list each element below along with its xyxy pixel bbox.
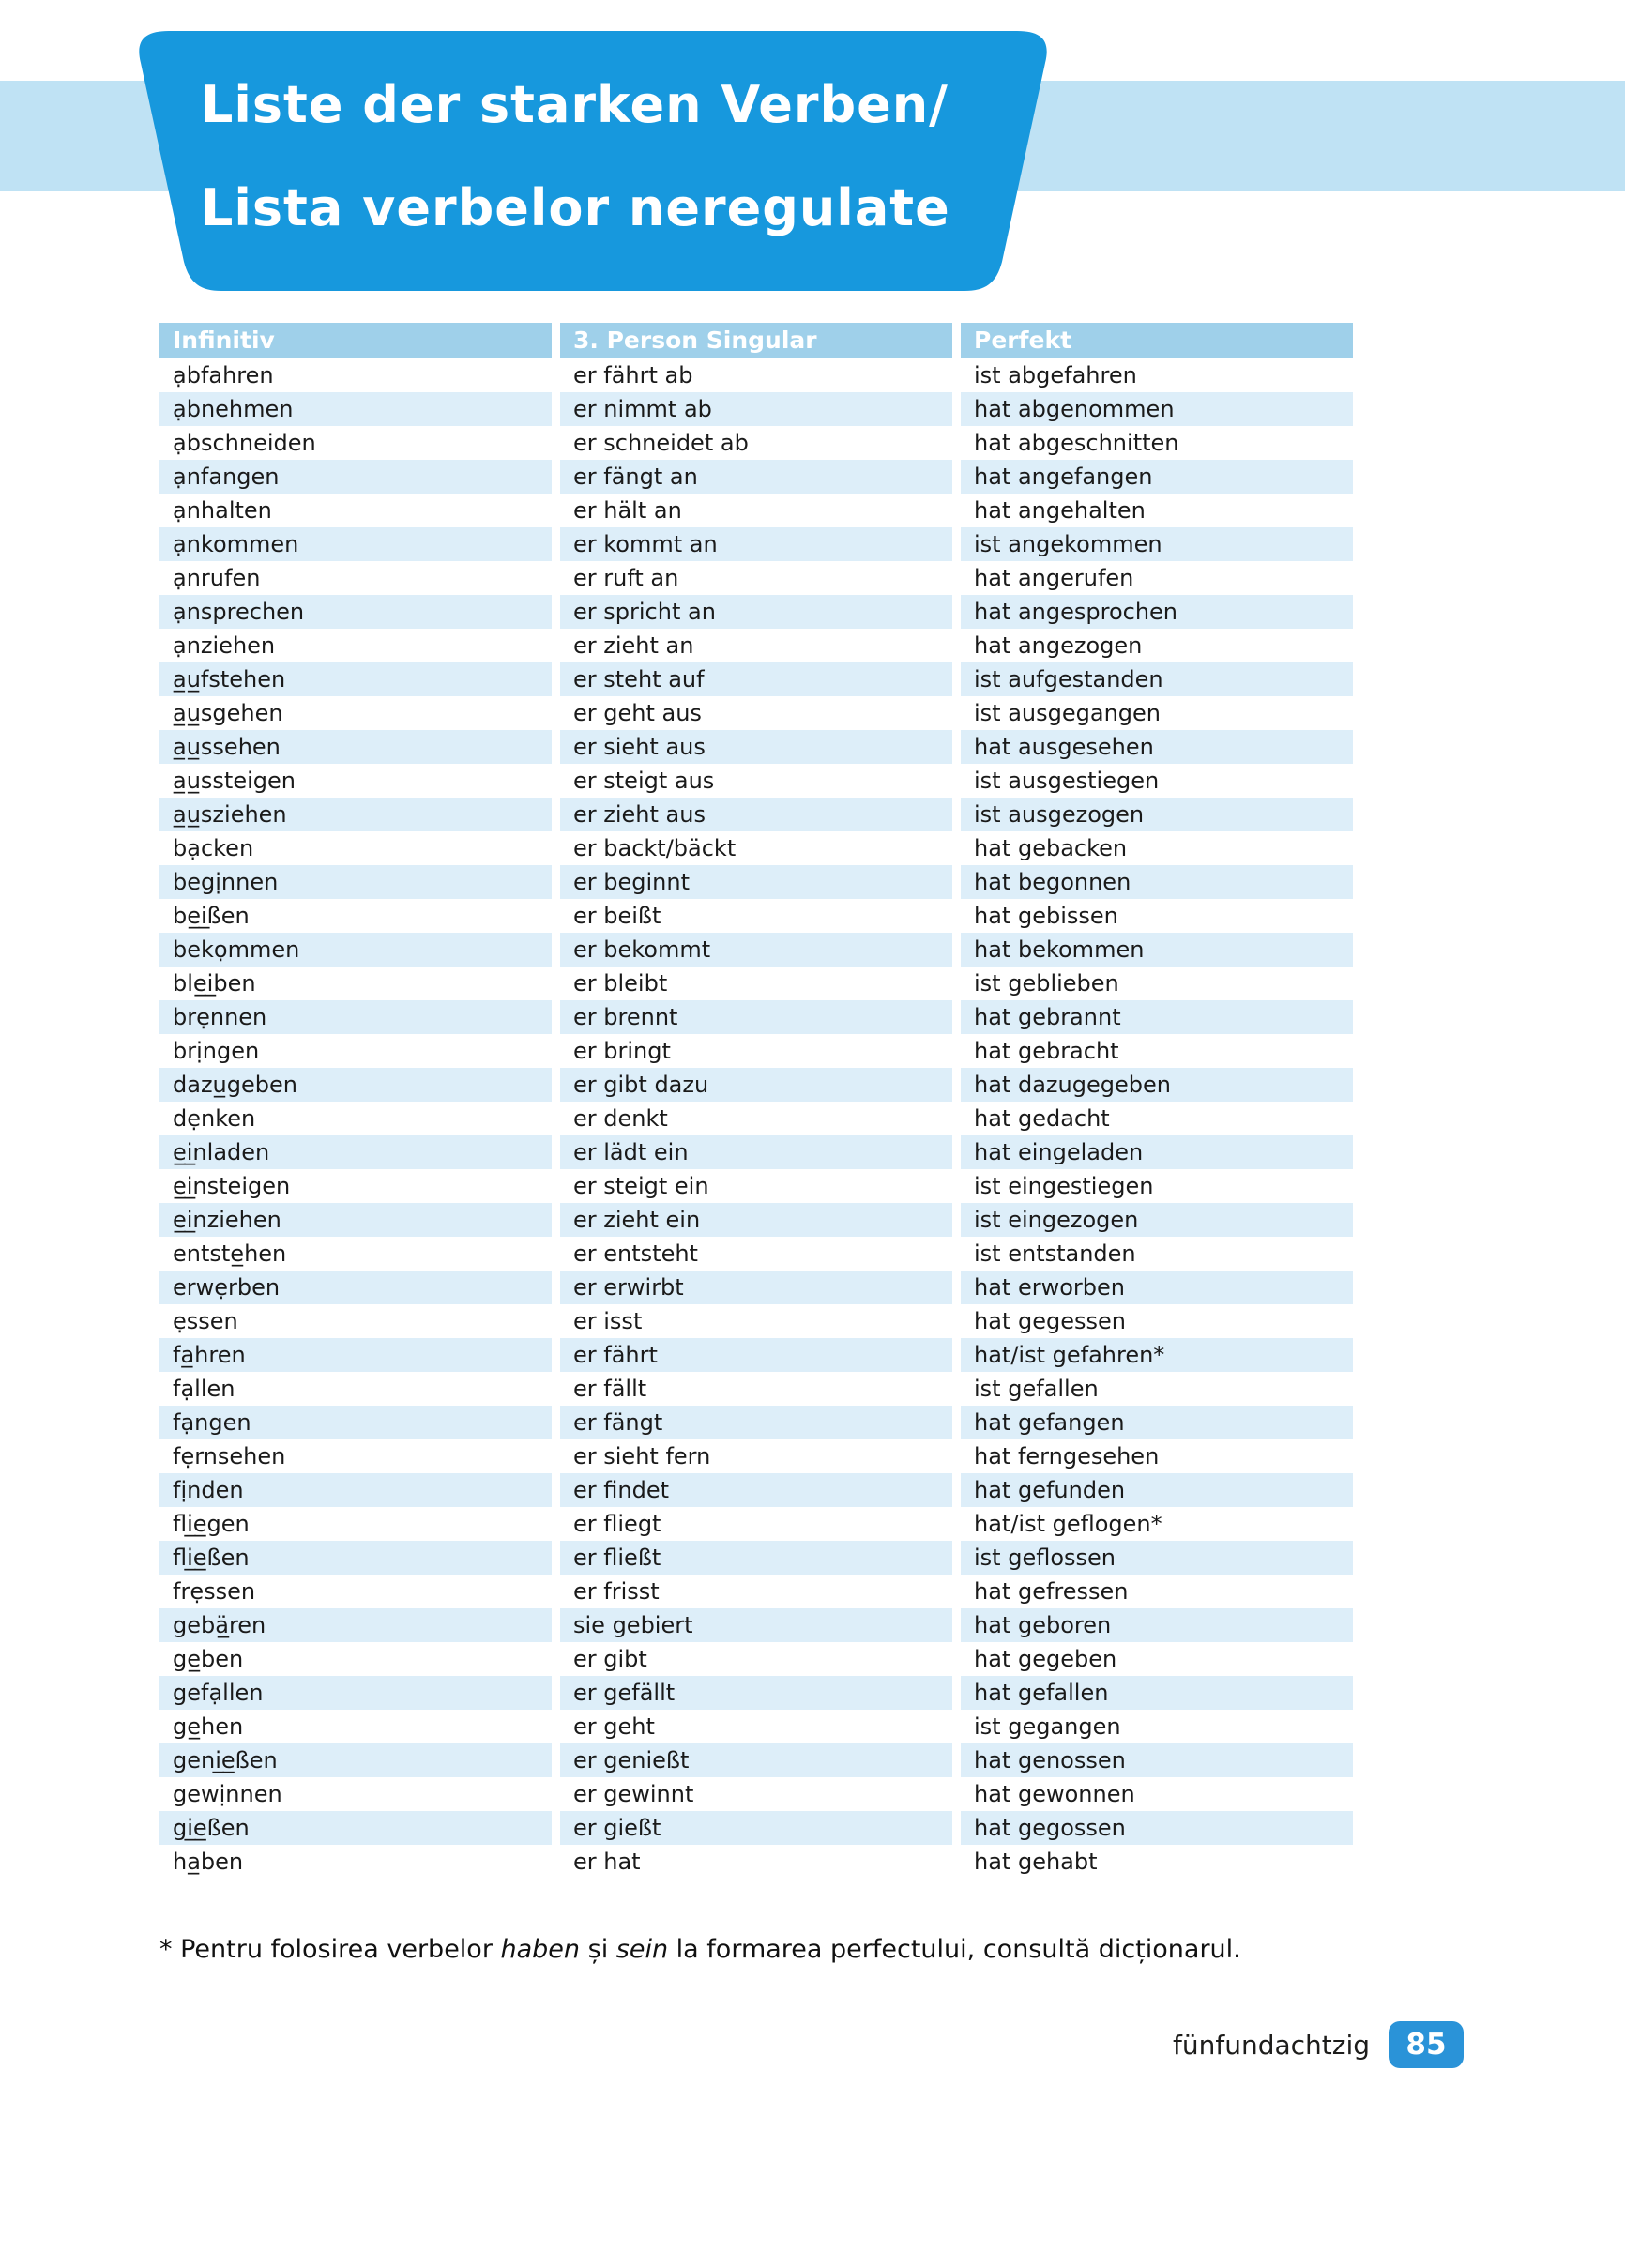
table-cell: hat gefangen [961, 1406, 1353, 1439]
table-cell: er hat [560, 1845, 952, 1879]
table-cell: fạngen [159, 1406, 552, 1439]
table-cell: hat gebrannt [961, 1000, 1353, 1034]
table-cell: er fängt an [560, 460, 952, 494]
table-cell: er steigt ein [560, 1169, 952, 1203]
table-cell: a̲u̲sziehen [159, 798, 552, 831]
table-cell: er genießt [560, 1743, 952, 1777]
table-cell: er zieht aus [560, 798, 952, 831]
table-cell: ạbfahren [159, 358, 552, 392]
table-cell: er findet [560, 1473, 952, 1507]
table-cell: ha̲ben [159, 1845, 552, 1879]
footnote-verb-haben: haben [500, 1935, 581, 1964]
table-cell: er sieht aus [560, 730, 952, 764]
table-cell: hat abgenommen [961, 392, 1353, 426]
table-cell: er backt/bäckt [560, 831, 952, 865]
table-cell: er gibt dazu [560, 1068, 952, 1102]
table-cell: hat gebacken [961, 831, 1353, 865]
table-cell: a̲u̲fstehen [159, 662, 552, 696]
table-cell: er fährt [560, 1338, 952, 1372]
table-cell: er beginnt [560, 865, 952, 899]
table-cell: ist eingezogen [961, 1203, 1353, 1237]
title-banner [139, 31, 1047, 291]
table-cell: ist entstanden [961, 1237, 1353, 1271]
page-number-word: fünfundachtzig [1173, 2029, 1370, 2061]
table-cell: er fährt ab [560, 358, 952, 392]
footnote-text: și [580, 1935, 616, 1964]
table-cell: ẹssen [159, 1304, 552, 1338]
table-cell: ạbnehmen [159, 392, 552, 426]
table-cell: ist geflossen [961, 1541, 1353, 1575]
table-cell: hat gegeben [961, 1642, 1353, 1676]
table-cell: hat dazugegeben [961, 1068, 1353, 1102]
table-cell: er bleibt [560, 967, 952, 1000]
table-cell: hat gebissen [961, 899, 1353, 933]
table-cell: ist aufgestanden [961, 662, 1353, 696]
table-cell: ge̲ben [159, 1642, 552, 1676]
table-cell: hat abgeschnitten [961, 426, 1353, 460]
table-cell: er bringt [560, 1034, 952, 1068]
table-cell: ạnziehen [159, 629, 552, 662]
page-title-line2: Lista verbelor neregulate [201, 178, 950, 237]
table-cell: er zieht ein [560, 1203, 952, 1237]
table-cell: hat erworben [961, 1271, 1353, 1304]
table-cell: brịngen [159, 1034, 552, 1068]
table-cell: fli̲e̲gen [159, 1507, 552, 1541]
table-cell: er zieht an [560, 629, 952, 662]
table-cell: e̲i̲nsteigen [159, 1169, 552, 1203]
table-cell: ạnrufen [159, 561, 552, 595]
table-cell: hat geboren [961, 1608, 1353, 1642]
table-cell: hat/ist geflogen* [961, 1507, 1353, 1541]
table-cell: hat gegessen [961, 1304, 1353, 1338]
table-cell: er erwirbt [560, 1271, 952, 1304]
table-cell: er ruft an [560, 561, 952, 595]
table-cell: er geht [560, 1710, 952, 1743]
table-cell: ist gefallen [961, 1372, 1353, 1406]
table-cell: er steigt aus [560, 764, 952, 798]
table-cell: er schneidet ab [560, 426, 952, 460]
table-cell: fli̲e̲ßen [159, 1541, 552, 1575]
table-cell: ạnkommen [159, 527, 552, 561]
table-cell: er geht aus [560, 696, 952, 730]
table-cell: hat genossen [961, 1743, 1353, 1777]
table-cell: hat gefallen [961, 1676, 1353, 1710]
table-cell: er gießt [560, 1811, 952, 1845]
table-cell: hat gefressen [961, 1575, 1353, 1608]
table-cell: e̲i̲nladen [159, 1135, 552, 1169]
table-cell: a̲u̲sgehen [159, 696, 552, 730]
page-title [201, 53, 950, 260]
table-cell: bạcken [159, 831, 552, 865]
table-cell: er beißt [560, 899, 952, 933]
table-cell: hat eingeladen [961, 1135, 1353, 1169]
table-cell: ist angekommen [961, 527, 1353, 561]
table-cell: er fliegt [560, 1507, 952, 1541]
table-cell: er entsteht [560, 1237, 952, 1271]
table-cell: geni̲e̲ßen [159, 1743, 552, 1777]
page-footer [1173, 2021, 1464, 2068]
table-cell: er sieht fern [560, 1439, 952, 1473]
table-cell: erwẹrben [159, 1271, 552, 1304]
table-cell: er fließt [560, 1541, 952, 1575]
table-cell: gebä̲ren [159, 1608, 552, 1642]
table-cell: hat bekommen [961, 933, 1353, 967]
table-cell: hat angezogen [961, 629, 1353, 662]
table-cell: e̲i̲nziehen [159, 1203, 552, 1237]
footnote [159, 1935, 1473, 1964]
table-cell: er gewinnt [560, 1777, 952, 1811]
table-cell: er brennt [560, 1000, 952, 1034]
footnote-verb-sein: sein [615, 1935, 669, 1964]
table-cell: er lädt ein [560, 1135, 952, 1169]
table-cell: fa̲hren [159, 1338, 552, 1372]
table-cell: er nimmt ab [560, 392, 952, 426]
table-cell: fịnden [159, 1473, 552, 1507]
table-cell: ist ausgegangen [961, 696, 1353, 730]
table-cell: hat gefunden [961, 1473, 1353, 1507]
table-cell: frẹssen [159, 1575, 552, 1608]
table-cell: er fängt [560, 1406, 952, 1439]
column-header-3-person-singular: 3. Person Singular [560, 323, 952, 358]
table-cell: er spricht an [560, 595, 952, 629]
table-cell: sie gebiert [560, 1608, 952, 1642]
table-cell: ist geblieben [961, 967, 1353, 1000]
table-cell: hat angehalten [961, 494, 1353, 527]
table-cell: hat gedacht [961, 1102, 1353, 1135]
footnote-text: * Pentru folosirea verbelor [159, 1935, 501, 1964]
table-cell: fẹrnsehen [159, 1439, 552, 1473]
table-cell: hat angefangen [961, 460, 1353, 494]
footnote-text: la formarea perfectului, consultă dicționarul. [668, 1935, 1241, 1964]
table-cell: ạnfangen [159, 460, 552, 494]
table-cell: er gefällt [560, 1676, 952, 1710]
table-cell: er denkt [560, 1102, 952, 1135]
table-cell: hat gewonnen [961, 1777, 1353, 1811]
table-cell: ạbschneiden [159, 426, 552, 460]
table-cell: a̲u̲ssehen [159, 730, 552, 764]
table-cell: er fällt [560, 1372, 952, 1406]
column-header-perfekt: Perfekt [961, 323, 1353, 358]
table-cell: hat/ist gefahren* [961, 1338, 1353, 1372]
table-cell: ge̲hen [159, 1710, 552, 1743]
table-cell: ist ausgestiegen [961, 764, 1353, 798]
table-cell: hat angesprochen [961, 595, 1353, 629]
page-title-line1: Liste der starken Verben/ [201, 75, 949, 134]
table-cell: er gibt [560, 1642, 952, 1676]
table-cell: hat gebracht [961, 1034, 1353, 1068]
table-cell: ạnsprechen [159, 595, 552, 629]
table-cell: er isst [560, 1304, 952, 1338]
table-cell: gewịnnen [159, 1777, 552, 1811]
table-cell: be̲i̲ßen [159, 899, 552, 933]
table-cell: hat gehabt [961, 1845, 1353, 1879]
table-cell: er bekommt [560, 933, 952, 967]
table-cell: er kommt an [560, 527, 952, 561]
table-cell: hat angerufen [961, 561, 1353, 595]
table-cell: brẹnnen [159, 1000, 552, 1034]
table-cell: ạnhalten [159, 494, 552, 527]
table-cell: dazu̲geben [159, 1068, 552, 1102]
table-cell: hat gegossen [961, 1811, 1353, 1845]
table-cell: hat ausgesehen [961, 730, 1353, 764]
table-cell: hat begonnen [961, 865, 1353, 899]
table-cell: begịnnen [159, 865, 552, 899]
table-cell: entste̲hen [159, 1237, 552, 1271]
table-cell: er frisst [560, 1575, 952, 1608]
table-cell: ist eingestiegen [961, 1169, 1353, 1203]
table-cell: ist abgefahren [961, 358, 1353, 392]
verb-table [159, 323, 1353, 1879]
table-cell: dẹnken [159, 1102, 552, 1135]
page-number-badge: 85 [1389, 2021, 1464, 2068]
table-cell: ist ausgezogen [961, 798, 1353, 831]
table-cell: ist gegangen [961, 1710, 1353, 1743]
table-cell: er steht auf [560, 662, 952, 696]
column-header-infinitiv: Infinitiv [159, 323, 552, 358]
table-cell: hat ferngesehen [961, 1439, 1353, 1473]
table-cell: a̲u̲ssteigen [159, 764, 552, 798]
table-cell: bekọmmen [159, 933, 552, 967]
table-cell: er hält an [560, 494, 952, 527]
table-cell: gi̲e̲ßen [159, 1811, 552, 1845]
table-cell: ble̲i̲ben [159, 967, 552, 1000]
table-cell: fạllen [159, 1372, 552, 1406]
table-cell: gefạllen [159, 1676, 552, 1710]
